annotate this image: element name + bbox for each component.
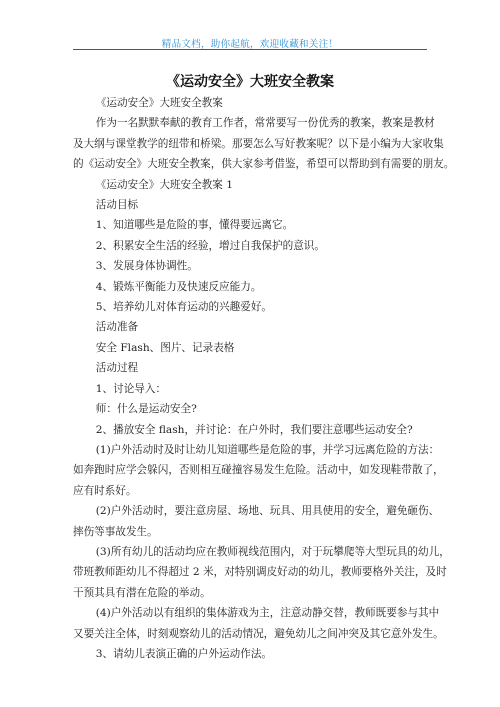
paragraph-line: (4)户外活动以有组织的集体游戏为主，注意动静交替，教师既要参与其中 — [95, 607, 440, 620]
paragraph-line: 安全 Flash、图片、记录表格 — [95, 341, 235, 354]
paragraph-line: 摔伤等事故发生。 — [73, 525, 158, 538]
paragraph-line: 带班教师距幼儿不得超过 2 米，对特别调皮好动的幼儿，教师要格外关注，及时 — [73, 566, 447, 579]
paragraph-line: 3、请幼儿表演正确的户外运动作法。 — [95, 647, 273, 660]
paragraph-line: 1、讨论导入： — [95, 382, 167, 395]
document-title: 《运动安全》大班安全教案 — [166, 74, 334, 90]
paragraph-line: 3、发展身体协调性。 — [95, 260, 198, 273]
paragraph-line: 5、培养幼儿对体育运动的兴趣爱好。 — [95, 301, 273, 314]
paragraph-line: 2、积累安全生活的经验，增过自我保护的意识。 — [95, 239, 325, 252]
paragraph-line: 活动目标 — [95, 199, 139, 212]
document-body — [73, 93, 455, 664]
paragraph-line: 应有时系好。 — [73, 484, 137, 497]
paragraph-line: 如奔跑时应学会躲闪，否则相互碰撞容易发生危险。活动中，如发现鞋带散了， — [73, 464, 444, 477]
paragraph-line: (3)所有幼儿的活动均应在教师视线范围内，对于玩攀爬等大型玩具的幼儿， — [95, 545, 450, 558]
paragraph-line: 又要关注全体，时刻观察幼儿的活动情况，避免幼儿之间冲突及其它意外发生。 — [73, 627, 444, 640]
paragraph-line: 4、锻炼平衡能力及快速反应能力。 — [95, 280, 262, 293]
paragraph-line: 的《运动安全》大班安全教案，供大家参考借鉴，希望可以帮助到有需要的朋友。 — [73, 158, 455, 171]
paragraph-line: 及大纲与课堂教学的纽带和桥梁。那要怎么写好教案呢？以下是小编为大家收集 — [73, 137, 444, 150]
paragraph-line: 干预其具有潜在危险的举动。 — [73, 586, 211, 599]
paragraph-line: 作为一名默默奉献的教育工作者，常常要写一份优秀的教案，教案是教材 — [95, 117, 435, 130]
paragraph-line: (2)户外活动时，要注意房屋、场地、玩具、用具使用的安全，避免砸伤、 — [95, 505, 440, 518]
paragraph-line: 师：什么是运动安全? — [95, 403, 197, 416]
paragraph-line: 活动过程 — [95, 362, 139, 375]
paragraph-line: 《运动安全》大班安全教案 — [95, 97, 223, 109]
paragraph-line: 活动准备 — [95, 321, 139, 334]
paragraph-line: (1)户外活动时及时让幼儿知道哪些是危险的事，并学习远离危险的方法： — [95, 443, 440, 456]
paragraph-line: 2、播放安全 flash，并讨论：在户外时，我们要注意哪些运动安全? — [95, 423, 413, 436]
header-divider — [73, 49, 427, 50]
header-banner: 精品文档，助你起航，欢迎收藏和关注！ — [161, 39, 339, 50]
paragraph-line: 1、知道哪些是危险的事，懂得要远离它。 — [95, 219, 294, 232]
paragraph-line: 《运动安全》大班安全教案 1 — [95, 178, 234, 191]
